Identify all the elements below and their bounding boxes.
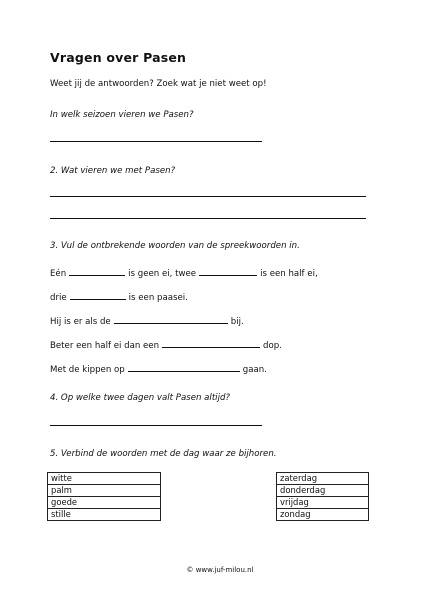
question-5: 5. Verbind de woorden met de dag waar ze bijhoren. — [50, 449, 277, 459]
proverb-4-text-a: Beter een half ei dan een — [50, 341, 160, 351]
proverb-1-text-b: is geen ei, twee — [128, 269, 197, 279]
question-4: 4. Op welke twee dagen valt Pasen altijd? — [50, 393, 230, 403]
answer-line-4[interactable] — [50, 425, 262, 426]
right-word[interactable]: zaterdag — [277, 473, 369, 485]
proverb-1-blank-1[interactable] — [69, 266, 125, 276]
proverb-3-blank[interactable] — [114, 314, 228, 324]
left-word-table — [47, 472, 161, 521]
question-1: In welk seizoen vieren we Pasen? — [50, 110, 194, 120]
proverb-4-blank[interactable] — [162, 338, 260, 348]
left-word[interactable]: witte — [48, 473, 161, 485]
proverb-3-text-b: bij. — [230, 317, 244, 327]
right-word[interactable]: donderdag — [277, 485, 369, 497]
right-word[interactable]: vrijdag — [277, 497, 369, 509]
proverb-1-blank-2[interactable] — [199, 266, 257, 276]
proverb-5-text-a: Met de kippen op — [50, 365, 125, 375]
proverb-1-text-a: Eén — [50, 269, 67, 279]
answer-line-1[interactable] — [50, 141, 262, 142]
proverb-2-text-a: drie — [50, 293, 67, 303]
proverb-2 — [50, 290, 188, 303]
proverb-1-text-c: is een half ei, — [260, 269, 318, 279]
proverb-1 — [50, 266, 318, 279]
question-2: 2. Wat vieren we met Pasen? — [50, 166, 176, 176]
right-word-table — [276, 472, 369, 521]
left-word[interactable]: stille — [48, 509, 161, 521]
proverb-5 — [50, 362, 267, 375]
proverb-3-text-a: Hij is er als de — [50, 317, 111, 327]
proverb-4-text-b: dop. — [263, 341, 282, 351]
proverb-4 — [50, 338, 282, 351]
page-title: Vragen over Pasen — [50, 50, 187, 65]
intro-text: Weet jij de antwoorden? Zoek wat je niet weet op! — [50, 79, 267, 89]
proverb-2-text-b: is een paasei. — [128, 293, 188, 303]
right-word[interactable]: zondag — [277, 509, 369, 521]
proverb-2-blank[interactable] — [70, 290, 126, 300]
footer-copyright: © www.juf-milou.nl — [186, 566, 254, 574]
question-3: 3. Vul de ontbrekende woorden van de spreekwoorden in. — [50, 241, 300, 251]
left-word[interactable]: goede — [48, 497, 161, 509]
proverb-5-text-b: gaan. — [242, 365, 267, 375]
answer-line-2a[interactable] — [50, 196, 366, 197]
left-word[interactable]: palm — [48, 485, 161, 497]
proverb-3 — [50, 314, 244, 327]
proverb-5-blank[interactable] — [128, 362, 240, 372]
answer-line-2b[interactable] — [50, 218, 366, 219]
